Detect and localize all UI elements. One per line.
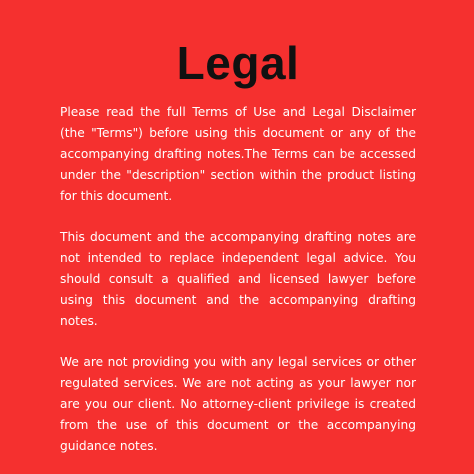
page-title: Legal	[176, 37, 300, 89]
legal-body	[60, 102, 416, 457]
paragraph-no-services: We are not providing you with any legal services or other regulated services. We are not acting as your lawyer nor are you our client. No attorney-client privilege is created from the use of this document or the accompanying guidance notes.	[60, 355, 416, 453]
paragraph-legal-advice: This document and the accompanying drafting notes are not intended to replace independent legal advice. You should consult a qualified and licensed lawyer before using this document and the accompanying drafting notes.	[60, 230, 416, 328]
paragraph-terms: Please read the full Terms of Use and Legal Disclaimer (the "Terms") before using this document or any of the accompanying drafting notes.The Terms can be accessed under the "description" section within the product listing for this document.	[60, 105, 416, 203]
